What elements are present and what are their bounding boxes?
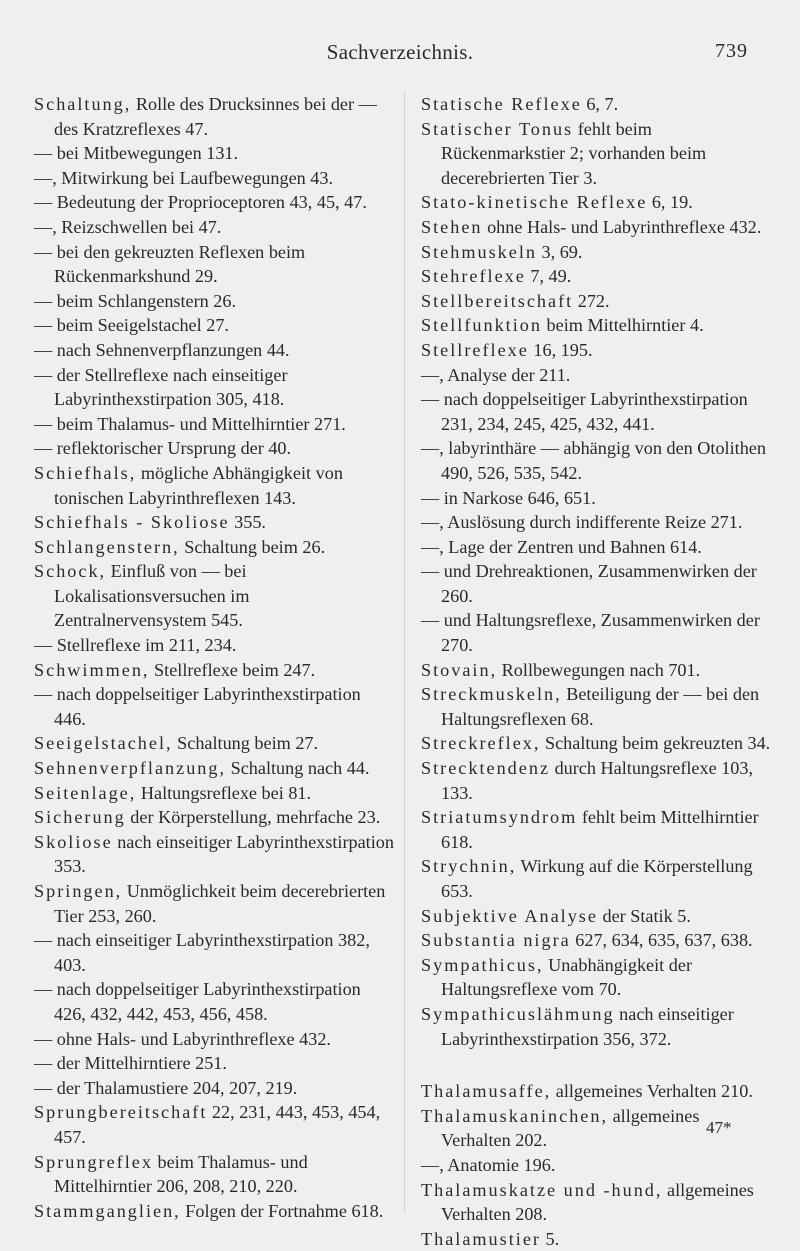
index-keyword: Seitenlage, [34,782,137,803]
index-entry-text: allgemeines Verhalten 210. [551,1081,753,1102]
index-entry-text: Rolle des Drucksinnes bei der — des Kratzreflexes 47. [54,94,377,139]
index-entry-text: Schaltung nach 44. [226,758,370,779]
index-entry-text: — nach doppelseitiger Labyrinthexstirpation 446. [34,684,361,729]
index-entry-text: — der Mittelhirntiere 251. [34,1053,227,1074]
index-keyword: Strecktendenz [421,758,551,779]
index-entry-text: mögliche Abhängigkeit von tonischen Labyrinthreflexen 143. [54,462,343,508]
index-keyword: Thalamuskaninchen, [421,1105,609,1126]
index-keyword: Stehreflexe [421,266,526,287]
index-entry [421,289,773,314]
index-entry [421,854,773,903]
index-keyword: Sympathicus, [421,954,544,975]
index-entry-text: ohne Hals- und Labyrinthreflexe 432. [482,216,762,237]
index-entry-text: Unmöglichkeit beim decerebrierten Tier 253, 260. [54,881,386,926]
index-entry [34,338,394,363]
index-entry [421,756,773,805]
index-keyword: Schock, [34,561,107,582]
index-entry-text: Haltungsreflexe bei 81. [136,782,312,803]
index-entry [421,363,773,388]
index-keyword: Schlangenstern, [34,536,180,557]
index-entry [421,904,773,929]
page-title: Sachverzeichnis. [326,40,474,64]
index-entry-text: — und Drehreaktionen, Zusammenwirken der 260. [421,561,757,606]
index-entry [34,731,394,756]
index-entry-text: 5. [540,1228,560,1249]
index-entry [34,240,394,289]
index-entry-text: —, Auslösung durch indifferente Reize 271. [421,512,743,533]
index-entry-text: fehlt beim Mittelhirntier 618. [441,807,759,852]
index-entry [34,1051,394,1076]
index-entry [421,535,773,560]
index-entry-text: allgemeines Verhalten 202. [441,1105,700,1151]
index-entry-text: — ohne Hals- und Labyrinthreflexe 432. [34,1028,331,1049]
index-entry-text: 16, 195. [528,339,593,360]
index-entry [421,928,773,953]
index-entry [34,412,394,437]
index-keyword: Seeigelstachel, [34,733,173,754]
index-entry [421,682,773,731]
index-keyword: Schiefhals, [34,462,137,483]
index-keyword: Strychnin, [421,856,517,877]
index-entry-text: — nach doppelseitiger Labyrinthexstirpation 426, 432, 442, 453, 456, 458. [34,979,361,1024]
index-keyword: Skoliose [34,831,113,852]
index-entry-text: 22, 231, 443, 453, 454, 457. [54,1102,381,1147]
index-entry [421,805,773,854]
index-entry [34,436,394,461]
index-entry [421,92,773,117]
index-entry [34,92,394,141]
index-entry-text: Wirkung auf die Körperstellung 653. [441,856,753,901]
index-entry-text: der Statik 5. [597,905,691,926]
index-entry-text: — nach einseitiger Labyrinthexstirpation 382, 403. [34,930,370,975]
index-entry [421,658,773,683]
section-gap [421,1051,773,1079]
index-keyword: Stellbereitschaft [421,290,574,311]
index-entry [421,264,773,289]
index-keyword: Thalamuskatze und -hund, [421,1179,663,1200]
index-entry [421,1153,773,1178]
index-keyword: Stammganglien, [34,1200,181,1221]
index-entry-text: 6, 19. [647,192,693,213]
index-entry [421,608,773,657]
index-entry [34,830,394,879]
index-keyword: Statischer Tonus [421,118,574,139]
column-divider [404,92,405,1212]
index-keyword: Stehen [421,216,483,237]
index-entry-text: nach einseitiger Labyrinthexstirpation 353. [54,831,394,877]
index-entry [34,977,394,1026]
index-keyword: Sympathicuslähmung [421,1003,615,1024]
index-entry-text: — nach doppelseitiger Labyrinthexstirpation 231, 234, 245, 425, 432, 441. [421,389,748,434]
index-column-left [34,92,394,1223]
index-entry-text: — der Thalamustiere 204, 207, 219. [34,1077,298,1098]
index-keyword: Stellfunktion [421,315,542,336]
index-entry-text: fehlt beim Rückenmarkstier 2; vorhanden beim decerebrierten Tier 3. [441,118,707,188]
index-keyword: Sprungbereitschaft [34,1102,208,1123]
index-entry [34,166,394,191]
index-entry-text: — reflektorischer Ursprung der 40. [34,438,292,459]
index-entry [421,215,773,240]
index-entry-text: allgemeines Verhalten 208. [441,1179,754,1225]
index-entry [421,953,773,1002]
index-entry-text: — Stellreflexe im 211, 234. [34,635,237,656]
index-keyword: Striatumsyndrom [421,807,578,828]
index-entry-text: der Körperstellung, mehrfache 23. [125,807,381,828]
index-keyword: Statische Reflexe [421,94,582,114]
index-entry [421,1227,773,1251]
index-keyword: Subjektive Analyse [421,905,598,926]
index-entry [421,486,773,511]
index-entry [34,535,394,560]
index-keyword: Sprungreflex [34,1151,153,1172]
index-entry [34,1100,394,1149]
index-entry [421,338,773,363]
index-entry-text: 6, 7. [581,94,619,114]
index-entry-text: — Bedeutung der Proprioceptoren 43, 45, 47. [34,192,367,213]
index-entry-text: Schaltung beim gekreuzten 34. [540,733,771,754]
index-entry-text: — beim Schlangenstern 26. [34,290,237,311]
index-entry-text: 355. [229,512,266,533]
index-entry-text: — bei den gekreuzten Reflexen beim Rückenmarkshund 29. [34,241,306,287]
index-entry-text: beim Mittelhirntier 4. [541,315,704,336]
index-entry-text: durch Haltungsreflexe 103, 133. [441,758,754,803]
index-entry [34,781,394,806]
index-entry [421,510,773,535]
index-entry-text: —, Reizschwellen bei 47. [34,216,222,237]
index-entry-text: —, Lage der Zentren und Bahnen 614. [421,536,702,557]
index-entry-text: Folgen der Fortnahme 618. [180,1200,384,1221]
index-entry-text: Unabhängigkeit der Haltungsreflexe vom 70. [441,954,692,1000]
index-entry [34,658,394,683]
index-entry [34,510,394,535]
index-entry-text: 7, 49. [525,266,572,287]
index-entry [421,313,773,338]
index-entry-text: beim Thalamus- und Mittelhirntier 206, 208, 210, 220. [54,1151,308,1197]
index-entry [34,363,394,412]
index-entry [421,731,773,756]
index-keyword: Streckreflex, [421,733,541,754]
index-entry-text: —, Mitwirkung bei Laufbewegungen 43. [34,167,334,188]
index-entry-text: Einfluß von — bei Lokalisationsversuchen im Zentralnervensystem 545. [54,561,250,631]
index-entry [34,1150,394,1199]
index-entry [421,117,773,191]
index-entry-text: —, labyrinthäre — abhängig von den Otolithen 490, 526, 535, 542. [421,438,766,483]
page-number: 739 [715,40,748,62]
index-entry [421,559,773,608]
index-entry [34,805,394,830]
index-keyword: Thalamusaffe, [421,1081,552,1102]
index-keyword: Schwimmen, [34,659,150,680]
index-entry-text: 3, 69. [536,241,583,262]
signature-mark: 47* [706,1118,732,1137]
index-entry-text: —, Analyse der 211. [421,364,571,385]
index-entry [421,436,773,485]
index-entry-text: Stellreflexe beim 247. [149,659,316,680]
index-keyword: Substantia nigra [421,930,571,951]
index-keyword: Stehmuskeln [421,241,537,262]
index-entry-text: nach einseitiger Labyrinthexstirpation 356, 372. [441,1003,734,1049]
index-entry [421,240,773,265]
index-entry [34,313,394,338]
index-entry-text: 627, 634, 635, 637, 638. [570,930,753,951]
index-entry [34,1076,394,1101]
index-entry [421,1079,773,1104]
index-entry-text: —, Anatomie 196. [421,1154,556,1175]
index-entry-text: 272. [573,290,610,311]
index-entry [421,1178,773,1227]
index-entry-text: Beteiligung der — bei den Haltungsreflexen 68. [441,684,760,729]
index-entry-text: Schaltung beim 26. [179,536,326,557]
index-entry [421,1002,773,1051]
index-entry [34,559,394,633]
index-keyword: Sehnenverpflanzung, [34,758,227,779]
index-entry-text: — beim Seeigelstachel 27. [34,315,229,336]
index-keyword: Stovain, [421,659,498,680]
index-entry-text: — beim Thalamus- und Mittelhirntier 271. [34,413,346,434]
index-entry [34,633,394,658]
index-entry [34,215,394,240]
index-keyword: Schiefhals - Skoliose [34,512,230,533]
index-entry-text: — bei Mitbewegungen 131. [34,143,239,164]
index-entry [34,190,394,215]
index-entry [34,461,394,510]
index-entry-text: — und Haltungsreflexe, Zusammenwirken der 270. [421,610,760,656]
index-keyword: Thalamustier [421,1228,541,1249]
index-entry [34,928,394,977]
index-entry [34,1199,394,1224]
index-entry-text: Schaltung beim 27. [172,733,319,754]
index-column-right [421,92,773,1251]
index-entry-text: — nach Sehnenverpflanzungen 44. [34,339,290,360]
index-entry-text: Rollbewegungen nach 701. [497,659,701,680]
index-entry [421,387,773,436]
index-keyword: Stellreflexe [421,339,529,360]
index-entry-text: — in Narkose 646, 651. [421,487,596,508]
index-entry [34,1027,394,1052]
index-entry [34,141,394,166]
index-keyword: Schaltung, [34,94,132,114]
index-entry [34,289,394,314]
index-keyword: Stato-kinetische Reflexe [421,192,648,213]
index-keyword: Sicherung [34,807,126,828]
index-entry [34,682,394,731]
index-keyword: Springen, [34,881,123,901]
index-entry [421,190,773,215]
index-keyword: Streckmuskeln, [421,684,562,705]
index-entry [34,879,394,928]
index-entry-text: — der Stellreflexe nach einseitiger Labyrinthexstirpation 305, 418. [34,364,288,410]
index-entry [34,756,394,781]
